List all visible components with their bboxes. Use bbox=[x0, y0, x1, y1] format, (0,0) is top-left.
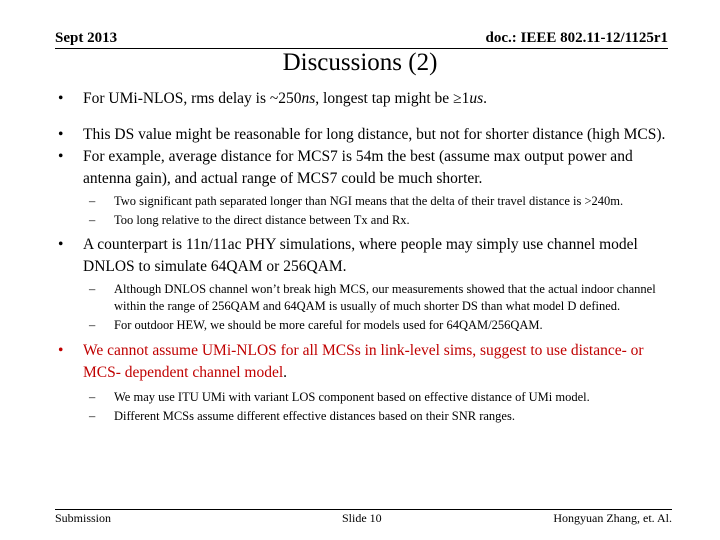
bullet-text-5-period: . bbox=[283, 364, 288, 381]
bullet-marker: • bbox=[58, 236, 64, 253]
bullet-text-1b: , longest tap might be ≥1 bbox=[315, 90, 470, 107]
sub-item-4-1 bbox=[55, 281, 675, 315]
sub-item-4-2 bbox=[55, 317, 675, 334]
bullet-item-2 bbox=[55, 124, 675, 146]
sub-item-5-2 bbox=[55, 408, 675, 425]
header-doc-id: doc.: IEEE 802.11-12/1125r1 bbox=[485, 30, 668, 46]
bullet-item-1 bbox=[55, 88, 675, 110]
bullet-text-2: This DS value might be reasonable for long distance, but not for shorter distance (high MCS). bbox=[83, 126, 666, 143]
sub-text-3-1: Two significant path separated longer than NGI means that the delta of their travel distance is >240m. bbox=[114, 194, 624, 208]
sub-text-5-2: Different MCSs assume different effective distances based on their SNR ranges. bbox=[114, 409, 515, 423]
footer-slide-number: Slide 10 bbox=[342, 511, 382, 525]
sub-item-3-2 bbox=[55, 212, 675, 229]
bullet-marker: • bbox=[58, 90, 64, 107]
dash-marker: – bbox=[89, 282, 96, 296]
header-date: Sept 2013 bbox=[55, 30, 118, 46]
dash-marker: – bbox=[89, 213, 96, 227]
sub-item-3-1 bbox=[55, 193, 675, 210]
dash-marker: – bbox=[89, 409, 96, 423]
footer-author: Hongyuan Zhang, et. Al. bbox=[553, 511, 672, 525]
bullet-marker: • bbox=[58, 126, 64, 143]
sub-text-3-2: Too long relative to the direct distance between Tx and Rx. bbox=[114, 213, 410, 227]
bullet-item-3 bbox=[55, 146, 675, 190]
bullet-marker: • bbox=[58, 148, 64, 165]
footer-submission: Submission bbox=[55, 511, 112, 525]
dash-marker: – bbox=[89, 194, 96, 208]
sub-text-4-1: Although DNLOS channel won’t break high MCS, our measurements showed that the actual indoor channel within the range of 256QAM and 64QAM is usually of much shorter DS than what model D defined. bbox=[114, 282, 656, 313]
bullet-text-5: We cannot assume UMi-NLOS for all MCSs in link-level sims, suggest to use distance- or MCS- dependent channel model bbox=[83, 342, 644, 381]
bullet-text-1a: For UMi-NLOS, rms delay is ~250 bbox=[83, 90, 302, 107]
bullet-text-1-unit-us: us bbox=[469, 90, 484, 107]
sub-text-4-2: For outdoor HEW, we should be more careful for models used for 64QAM/256QAM. bbox=[114, 318, 543, 332]
slide-body bbox=[55, 88, 675, 425]
bullet-text-3: For example, average distance for MCS7 is 54m the best (assume max output power and antenna gain), and actual range of MCS7 could be much shorter. bbox=[83, 148, 633, 187]
bullet-text-1-unit-ns: ns bbox=[301, 90, 316, 107]
sub-item-5-1 bbox=[55, 389, 675, 406]
footer-divider bbox=[55, 509, 672, 510]
dash-marker: – bbox=[89, 390, 96, 404]
bullet-marker: • bbox=[58, 342, 64, 359]
bullet-text-1c: . bbox=[483, 90, 487, 107]
bullet-text-4: A counterpart is 11n/11ac PHY simulations, where people may simply use channel model DNLOS to simulate 64QAM or 256QAM. bbox=[83, 236, 638, 275]
bullet-item-4 bbox=[55, 234, 675, 278]
slide-title: Discussions (2) bbox=[282, 49, 438, 76]
bullet-item-5 bbox=[55, 340, 675, 384]
dash-marker: – bbox=[89, 318, 96, 332]
sub-text-5-1: We may use ITU UMi with variant LOS component based on effective distance of UMi model. bbox=[114, 390, 590, 404]
